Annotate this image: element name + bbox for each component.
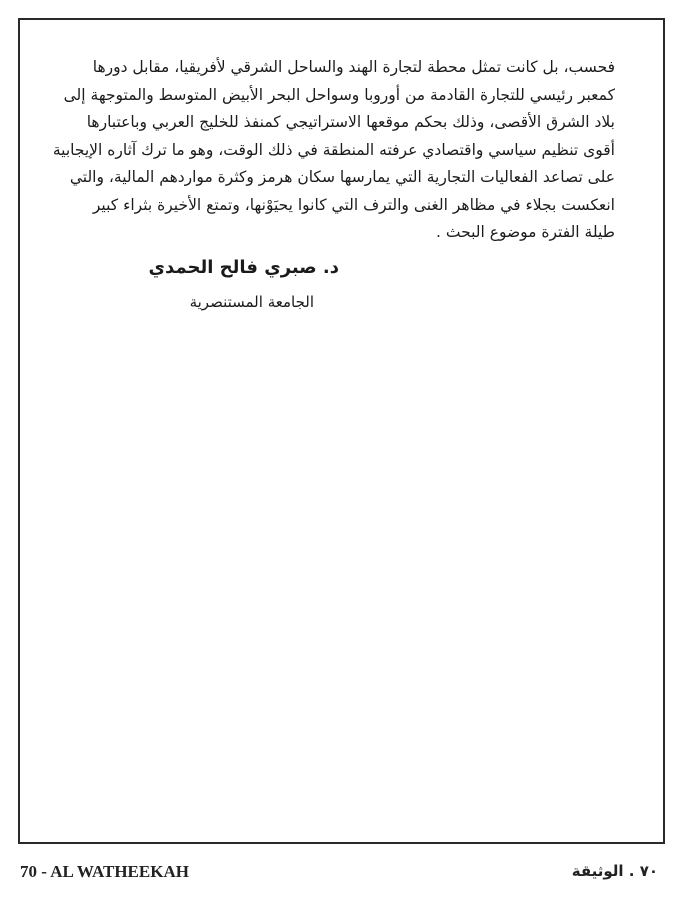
body-line-2: كمعبر رئيسي للتجارة القادمة من أوروبا وسواحل البحر الأبيض المتوسط والمتوجهة إلى [63,85,615,104]
body-line-3: بلاد الشرق الأقصى، وذلك بحكم موقعها الاستراتيجي كمنفذ للخليج العربي وباعتبارها [86,113,615,131]
body-line-7: طيلة الفترة موضوع البحث . [436,223,615,241]
author-name: د. صبري فالح الحمدي [148,257,339,278]
body-paragraph [52,54,615,247]
body-line-4: أقوى تنظيم سياسي واقتصادي عرفته المنطقة في ذلك الوقت، وهو ما ترك آثاره الإيجابية [52,140,615,159]
body-line-1: فحسب، بل كانت تمثل محطة لتجارة الهند والساحل الشرقي لأفريقيا، مقابل دورها [92,58,615,76]
page-frame [18,18,665,844]
footer-page-label-arabic: ٧٠ . الوثيقة [571,862,658,880]
body-line-6: انعكست بجلاء في مظاهر الغنى والترف التي كانوا يحيَوْنها، وتمتع الأخيرة بثراء كبير [92,195,615,214]
footer-page-label-latin: 70 - AL WATHEEKAH [20,862,189,881]
author-affiliation: الجامعة المستنصرية [189,293,314,311]
body-line-5: على تصاعد الفعاليات التجارية التي يمارسها سكان هرمز وكثرة مواردهم المالية، والتي [69,168,615,186]
